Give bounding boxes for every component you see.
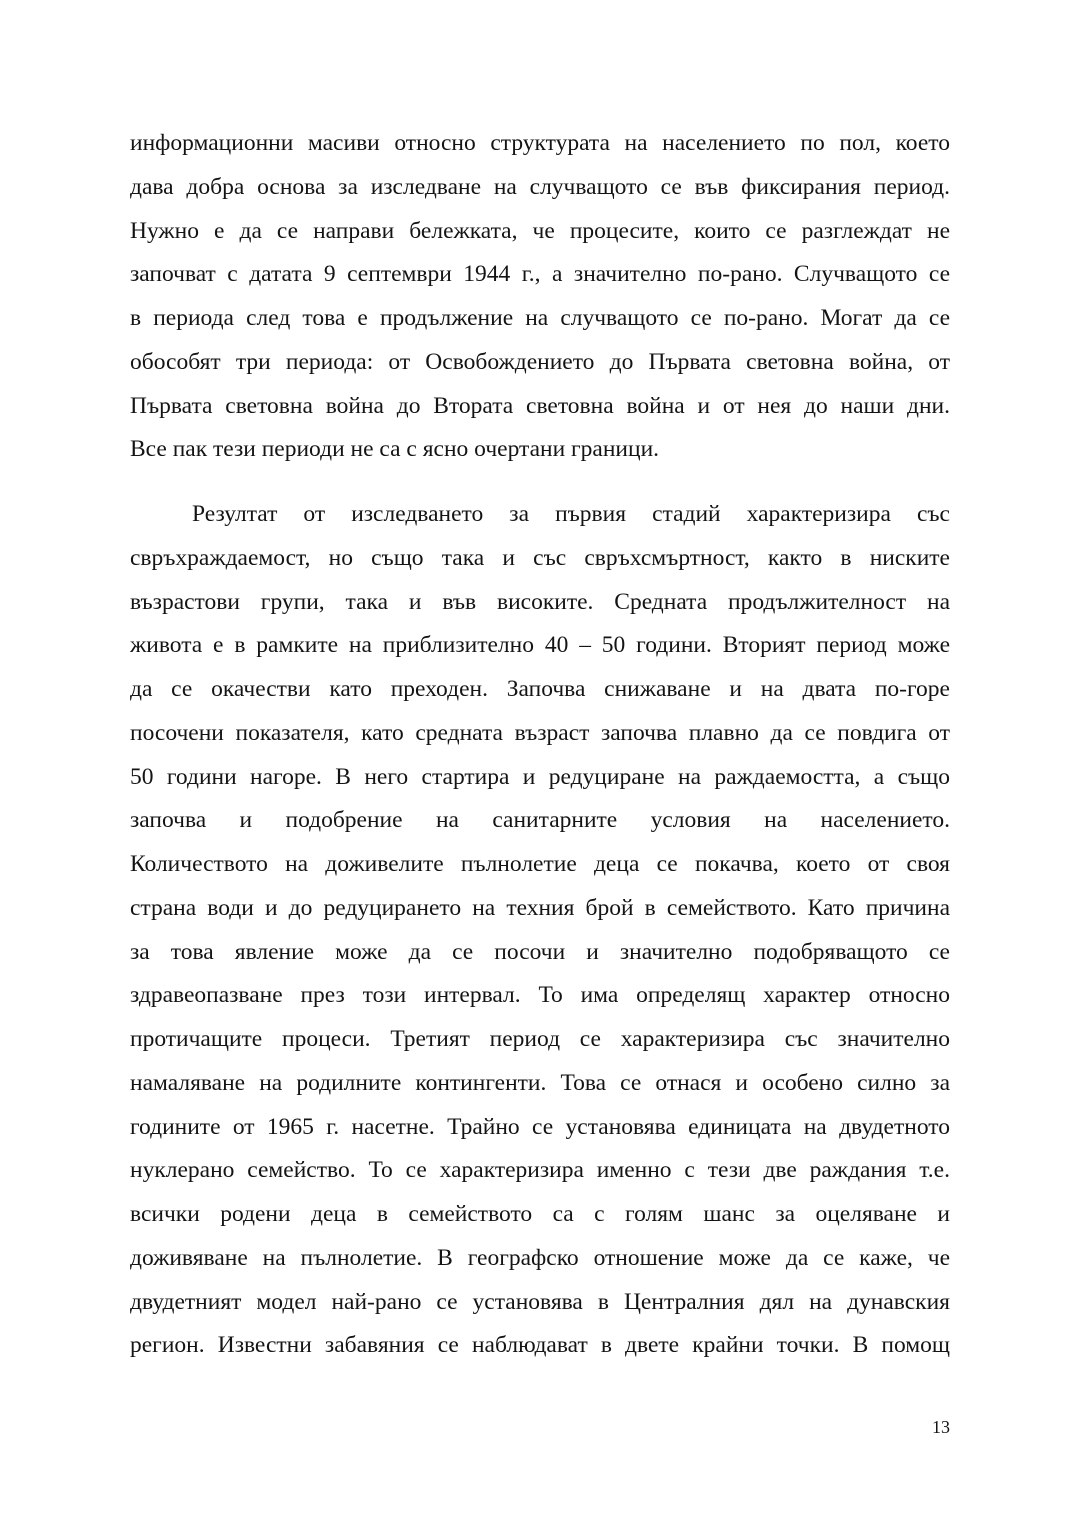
- text-line: дава добра основа за изследване на случващото се във фиксирания период.: [130, 173, 950, 200]
- text-line: за това явление може да се посочи и значително подобряващото се: [130, 938, 950, 965]
- text-line: Първата световна война до Втората световна война и от нея до наши дни.: [130, 392, 950, 419]
- text-line: започва и подобрение на санитарните условия на населението.: [130, 807, 950, 834]
- paragraph-1: [130, 122, 950, 472]
- page-number: 13: [932, 1417, 950, 1437]
- text-line: протичащите процеси. Третият период се характеризира със значително: [130, 1026, 950, 1052]
- page-body: [130, 122, 950, 1368]
- text-line: всички родени деца в семейството са с голям шанс за оцеляване и: [130, 1201, 950, 1227]
- text-line: здравеопазване през този интервал. То има определящ характер относно: [130, 982, 950, 1009]
- text-line: започват с датата 9 септември 1944 г., а значително по-рано. Случващото се: [130, 261, 950, 288]
- text-line: нуклерано семейство. То се характеризира именно с тези две раждания т.е.: [130, 1157, 950, 1184]
- paragraph-spacing: [130, 472, 950, 493]
- text-line: възрастови групи, така и във високите. Средната продължителност на: [130, 588, 950, 615]
- text-line: в периода след това е продължение на случващото се по-рано. Могат да се: [130, 305, 950, 331]
- text-line: информационни масиви относно структурата на населението по пол, което: [130, 130, 950, 156]
- text-line: страна води и до редуцирането на техния брой в семейството. Като причина: [130, 894, 950, 921]
- text-line: Резултат от изследването за първия стадий характеризира със: [192, 501, 950, 527]
- paragraph-2: [130, 493, 950, 1368]
- text-line: 50 години нагоре. В него стартира и редуциране на раждаемостта, а също: [130, 763, 950, 790]
- text-line: двудетният модел най-рано се установява в Централния дял на дунавския: [130, 1288, 950, 1315]
- text-line: Нужно е да се направи бележката, че процесите, които се разглеждат не: [130, 217, 950, 244]
- text-line: Все пак тези периоди не са с ясно очертани граници.: [130, 436, 660, 463]
- text-line: посочени показателя, като средната възраст започва плавно да се повдига от: [130, 719, 950, 746]
- text-line: свръхраждаемост, но също така и със свръхсмъртност, както в ниските: [130, 544, 950, 571]
- text-line: регион. Известни забавяния се наблюдават в двете крайни точки. В помощ: [130, 1332, 950, 1359]
- text-line: годините от 1965 г. насетне. Трайно се установява единицата на двудетното: [130, 1113, 950, 1140]
- text-line: обособят три периода: от Освобождението до Първата световна война, от: [130, 348, 950, 375]
- text-line: да се окачестви като преходен. Започва снижаване и на двата по-горе: [130, 676, 950, 702]
- text-line: доживяване на пълнолетие. В географско отношение може да се каже, че: [130, 1244, 950, 1271]
- text-line: намаляване на родилните контингенти. Това се отнася и особено силно за: [130, 1069, 950, 1096]
- text-line: Количеството на доживелите пълнолетие деца се покачва, което от своя: [130, 851, 950, 877]
- text-line: живота е в рамките на приблизително 40 – 50 години. Вторият период може: [130, 632, 950, 659]
